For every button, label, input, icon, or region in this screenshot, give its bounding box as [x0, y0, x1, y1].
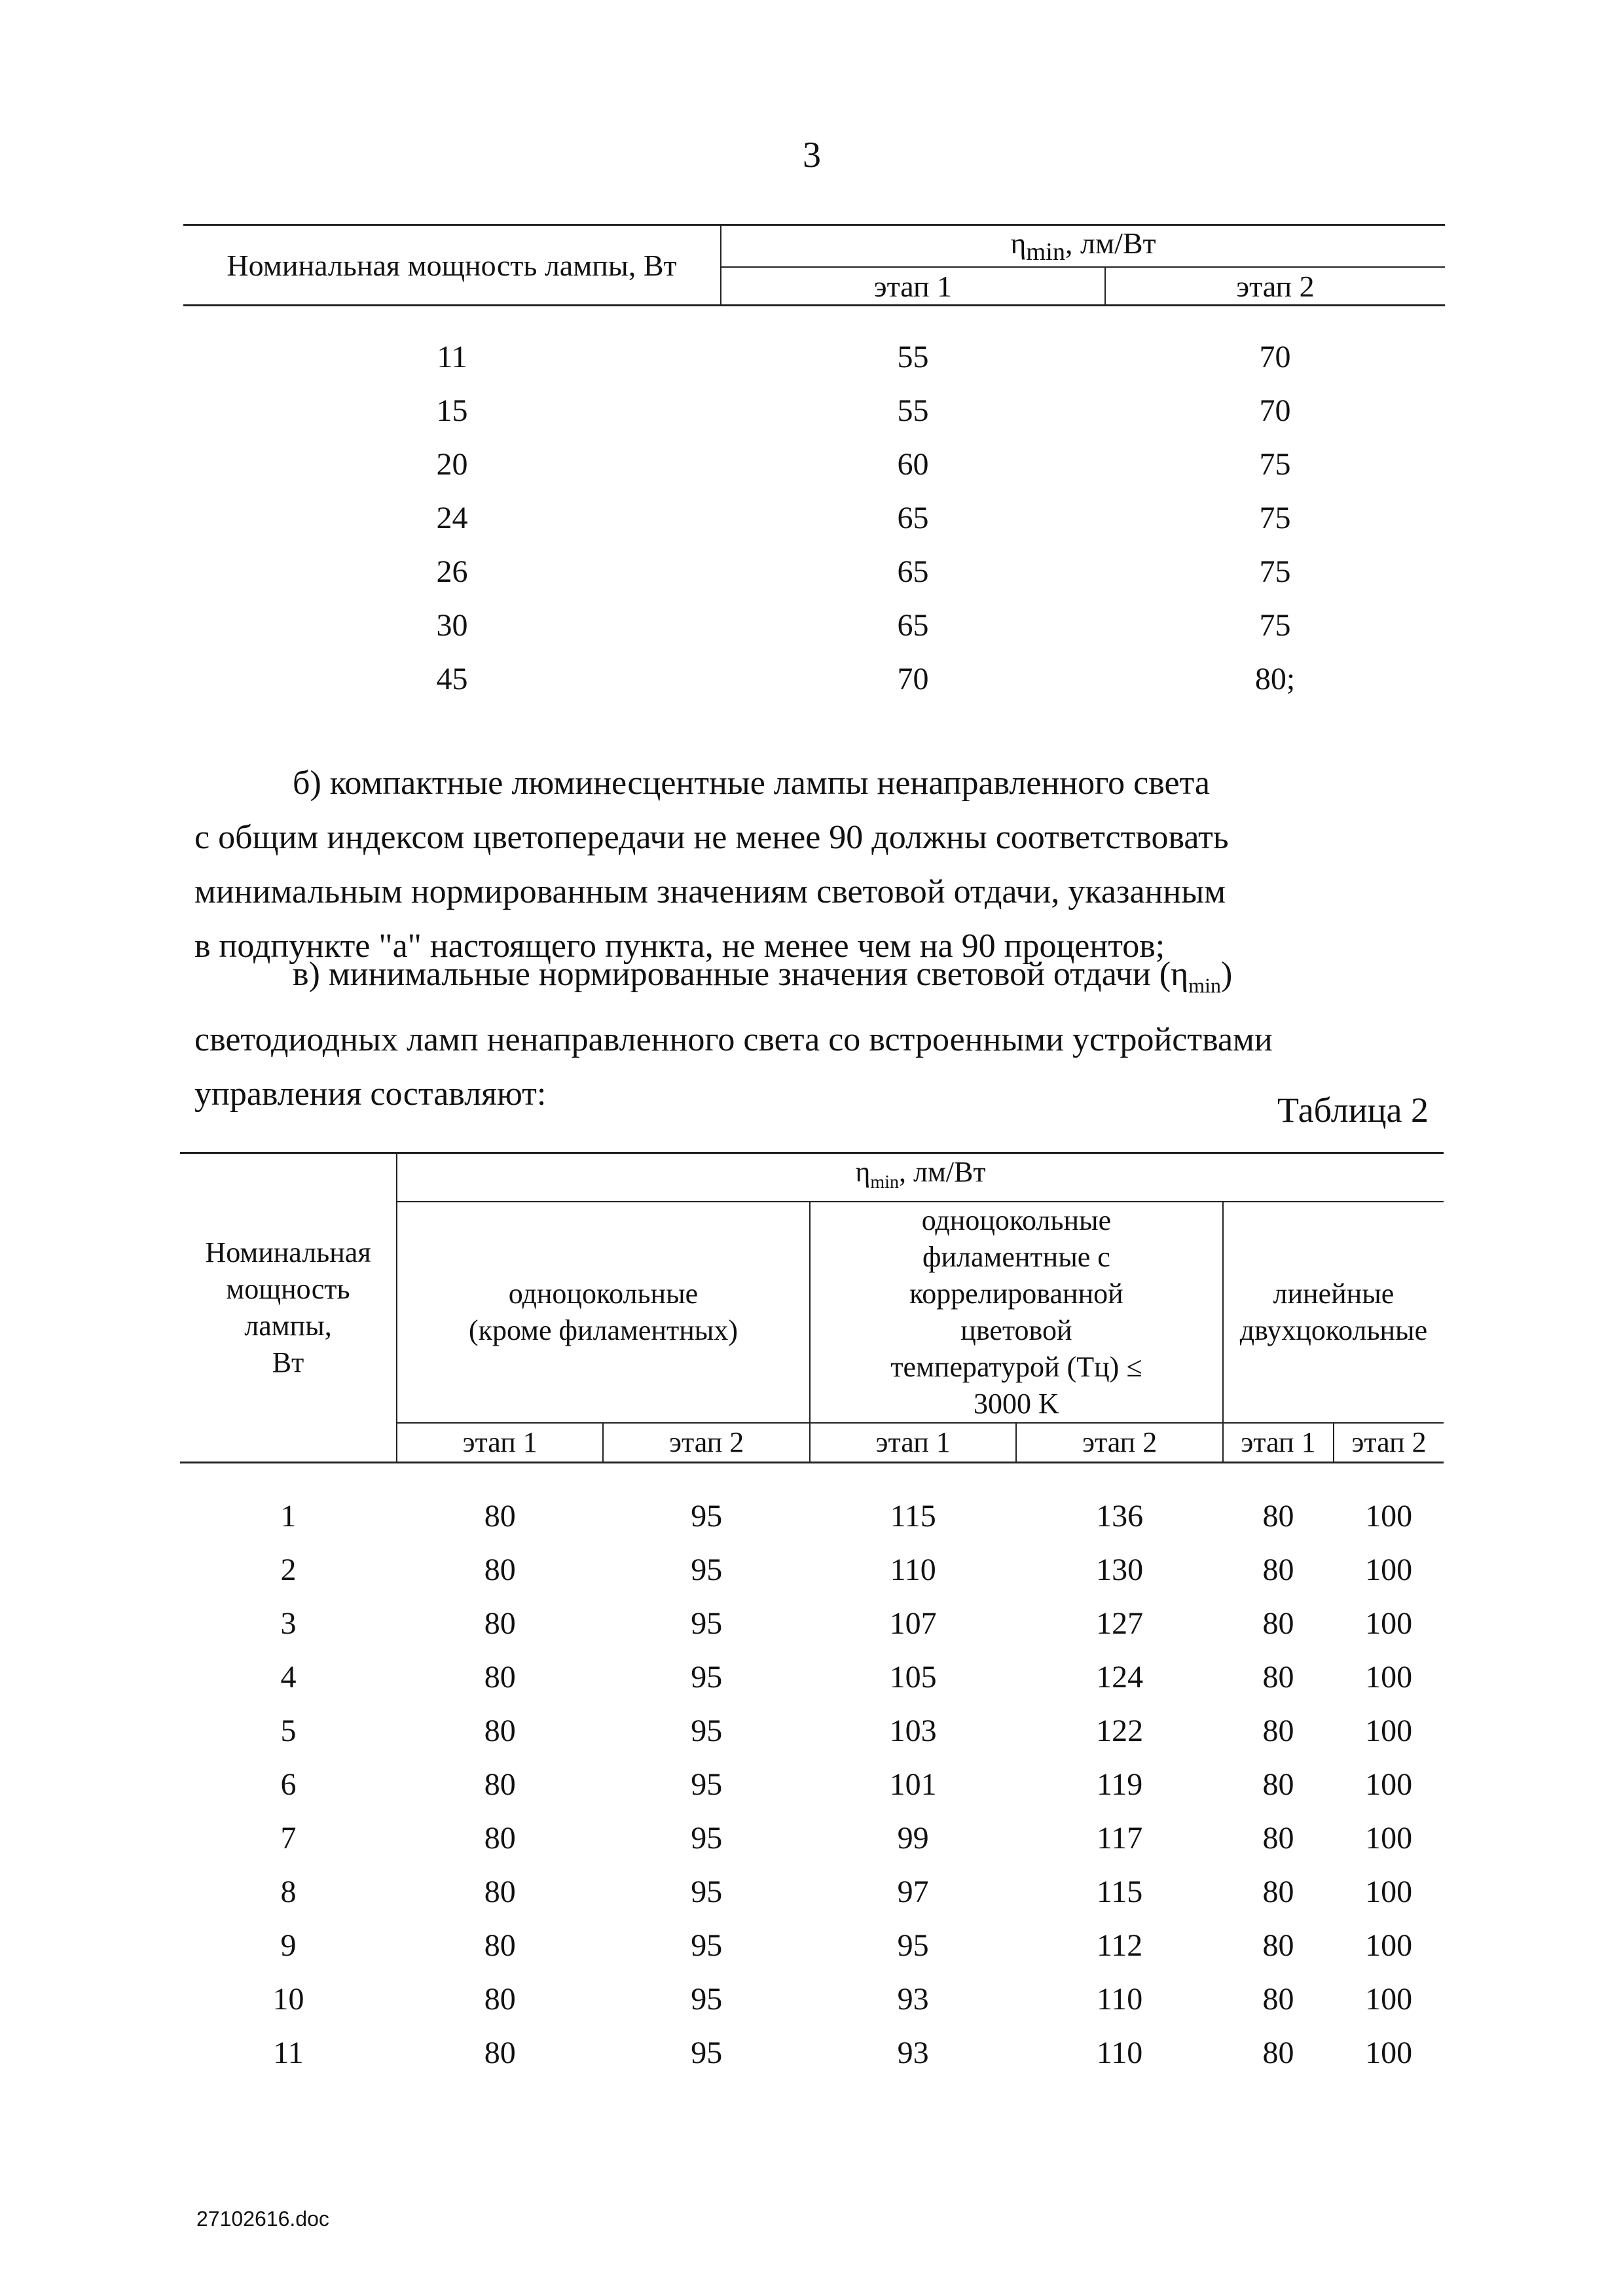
table-cell: 95	[691, 1874, 723, 1910]
table-cell: 6	[280, 1767, 297, 1803]
power-header-line: Номинальная	[205, 1236, 371, 1268]
table-cell: 15	[436, 393, 468, 428]
table1-body	[183, 306, 1445, 706]
group2-line: 3000 K	[974, 1387, 1059, 1420]
table-cell: 115	[1097, 1874, 1143, 1910]
table-cell: 30	[436, 607, 468, 643]
table2-caption: Таблица 2	[1277, 1090, 1429, 1130]
table-cell: 65	[897, 607, 929, 643]
group2-line: температурой (Тц) ≤	[890, 1350, 1142, 1383]
table-cell: 101	[889, 1767, 937, 1803]
table-cell: 3	[280, 1606, 297, 1641]
table-cell: 75	[1259, 607, 1291, 643]
table-row	[183, 384, 1445, 437]
table-cell: 75	[1259, 446, 1291, 482]
table-cell: 24	[436, 500, 468, 535]
table-cell: 95	[691, 1821, 723, 1856]
paragraph-b-line3: минимальным нормированным значениям световой отдачи, указанным	[194, 873, 1226, 910]
table-cell: 107	[889, 1606, 937, 1641]
table-cell: 95	[691, 1767, 723, 1803]
table-row	[180, 1651, 1444, 1704]
table-cell: 55	[897, 339, 929, 374]
table-row	[183, 545, 1445, 598]
table-cell: 119	[1097, 1767, 1143, 1803]
stage-header: этап 1	[810, 1423, 1016, 1463]
stage-header: этап 2	[1334, 1423, 1444, 1463]
table-cell: 80	[1262, 1606, 1294, 1641]
table-cell: 75	[1259, 500, 1291, 535]
paragraph-v-subscript: min	[1188, 973, 1221, 997]
table1-eta-header	[721, 225, 1445, 268]
table-cell: 70	[1259, 339, 1291, 374]
table-cell: 11	[437, 339, 467, 374]
table-cell: 65	[897, 554, 929, 589]
table-cell: 26	[436, 554, 468, 589]
table-cell: 100	[1365, 1767, 1413, 1803]
table-cell: 103	[889, 1713, 937, 1749]
table-cell: 60	[897, 446, 929, 482]
table-cell: 122	[1096, 1713, 1144, 1749]
table-cell: 117	[1097, 1821, 1143, 1856]
group3-line: двухцокольные	[1239, 1314, 1428, 1346]
table-cell: 80	[484, 1767, 516, 1803]
eta-subscript: min	[870, 1172, 899, 1193]
table-cell: 99	[897, 1821, 929, 1856]
table-cell: 75	[1259, 554, 1291, 589]
group3-line: линейные	[1273, 1277, 1395, 1310]
table-cell: 80	[1262, 1552, 1294, 1588]
table-cell: 80	[1262, 2036, 1294, 2071]
table-cell: 100	[1365, 1821, 1413, 1856]
table-cell: 95	[691, 1606, 723, 1641]
table-cell: 80	[1262, 1874, 1294, 1910]
table-row	[183, 437, 1445, 491]
table-cell: 95	[691, 1982, 723, 2017]
table-row	[180, 1973, 1444, 2026]
power-header-line: лампы,	[244, 1309, 332, 1342]
table-row	[180, 1865, 1444, 1919]
paragraph-b-line1: б) компактные люминесцентные лампы ненаправленного света	[293, 764, 1210, 802]
group-linear-double-base	[1223, 1202, 1444, 1423]
table-cell: 70	[897, 661, 929, 696]
group-filament	[810, 1202, 1223, 1423]
paragraph-v-line1: в) минимальные нормированные значения световой отдачи (η	[293, 956, 1189, 993]
document-id: 27102616.doc	[196, 2207, 329, 2231]
table-cell: 95	[691, 1928, 723, 1964]
table-cell: 70	[1259, 393, 1291, 428]
table1-stage2-header: этап 2	[1105, 267, 1445, 306]
table-cell: 80	[484, 1499, 516, 1534]
stage-header: этап 1	[1223, 1423, 1334, 1463]
paragraph-v	[194, 947, 1432, 1121]
table-cell: 110	[1097, 1982, 1143, 2017]
table-cell: 100	[1365, 1606, 1413, 1641]
table-cell: 95	[897, 1928, 929, 1964]
table2-eta-header	[397, 1153, 1444, 1202]
table-cell: 80	[484, 1821, 516, 1856]
table-cell: 80	[484, 2036, 516, 2071]
paragraph-b-line2: с общим индексом цветопередачи не менее 90 должны соответствовать	[194, 819, 1229, 856]
table-row	[180, 1758, 1444, 1812]
table-cell: 95	[691, 1660, 723, 1695]
table-cell: 9	[280, 1928, 297, 1964]
table-cell: 112	[1097, 1928, 1143, 1964]
group-single-base	[397, 1202, 810, 1423]
table2-power-header	[180, 1153, 397, 1463]
table-cell: 80	[484, 1552, 516, 1588]
table-cell: 95	[691, 1552, 723, 1588]
table-cell: 95	[691, 1499, 723, 1534]
table-cell: 80	[1262, 1982, 1294, 2017]
table-cell: 5	[280, 1713, 297, 1749]
table-cell: 130	[1096, 1552, 1144, 1588]
table-row	[180, 1597, 1444, 1651]
table-cell: 45	[436, 661, 468, 696]
table-1	[183, 224, 1445, 706]
table-cell: 80	[484, 1606, 516, 1641]
table-cell: 65	[897, 500, 929, 535]
eta-subscript: min	[1026, 238, 1066, 266]
table-cell: 7	[280, 1821, 297, 1856]
table-cell: 80	[484, 1928, 516, 1964]
table-cell: 115	[890, 1499, 936, 1534]
table-cell: 110	[890, 1552, 936, 1588]
table-row	[183, 330, 1445, 384]
table-cell: 4	[280, 1660, 297, 1695]
stage-header: этап 2	[603, 1423, 809, 1463]
table-row	[180, 1490, 1444, 1543]
table-cell: 11	[273, 2036, 304, 2071]
paragraph-b-line4: в подпункте "а" настоящего пункта, не менее чем на 90 процентов;	[194, 927, 1165, 965]
table-row	[183, 652, 1445, 706]
table-cell: 80	[1262, 1660, 1294, 1695]
table-cell: 100	[1365, 1713, 1413, 1749]
group2-line: филаментные с	[922, 1240, 1110, 1273]
table-2	[180, 1152, 1444, 2080]
table2-body	[180, 1462, 1444, 2080]
table-cell: 105	[889, 1660, 937, 1695]
table-cell: 55	[897, 393, 929, 428]
table-cell: 80;	[1254, 661, 1296, 696]
paragraph-v-line3: управления составляют:	[194, 1075, 547, 1113]
table1-stage1-header: этап 1	[721, 267, 1105, 306]
table-cell: 110	[1097, 2036, 1143, 2071]
eta-symbol: η	[855, 1156, 871, 1188]
paragraph-v-close: )	[1220, 956, 1233, 993]
table-cell: 136	[1096, 1499, 1144, 1534]
table-cell: 80	[1262, 1713, 1294, 1749]
table-cell: 100	[1365, 1874, 1413, 1910]
eta-unit: , лм/Вт	[1065, 226, 1156, 260]
eta-symbol: η	[1010, 226, 1027, 260]
table-cell: 100	[1365, 1982, 1413, 2017]
group2-line: одноцокольные	[921, 1204, 1112, 1236]
stage-header: этап 2	[1016, 1423, 1222, 1463]
table-row	[180, 1812, 1444, 1865]
table-cell: 127	[1096, 1606, 1144, 1641]
table-cell: 1	[280, 1499, 297, 1534]
table-cell: 2	[280, 1552, 297, 1588]
table-cell: 80	[1262, 1928, 1294, 1964]
group1-line: одноцокольные	[508, 1277, 699, 1310]
page-number: 3	[803, 135, 821, 175]
table-cell: 93	[897, 1982, 929, 2017]
table-cell: 80	[1262, 1767, 1294, 1803]
table-cell: 95	[691, 1713, 723, 1749]
table-cell: 80	[1262, 1499, 1294, 1534]
table-cell: 100	[1365, 1499, 1413, 1534]
table-row	[180, 2026, 1444, 2080]
power-header-line: Вт	[272, 1346, 304, 1378]
group2-line: цветовой	[960, 1314, 1072, 1346]
table-cell: 100	[1365, 2036, 1413, 2071]
table-row	[180, 1919, 1444, 1973]
table-cell: 124	[1096, 1660, 1144, 1695]
table-cell: 100	[1365, 1928, 1413, 1964]
table-cell: 80	[484, 1713, 516, 1749]
table-cell: 97	[897, 1874, 929, 1910]
table-cell: 20	[436, 446, 468, 482]
table-cell: 80	[484, 1874, 516, 1910]
group2-line: коррелированной	[909, 1277, 1123, 1310]
table-cell: 80	[484, 1660, 516, 1695]
table1-power-header: Номинальная мощность лампы, Вт	[183, 225, 721, 306]
table-cell: 80	[484, 1982, 516, 2017]
eta-unit: , лм/Вт	[898, 1156, 986, 1188]
table-cell: 100	[1365, 1552, 1413, 1588]
table-cell: 8	[280, 1874, 297, 1910]
paragraph-b	[194, 756, 1432, 973]
table-row	[183, 491, 1445, 545]
stage-header: этап 1	[397, 1423, 603, 1463]
table-row	[180, 1704, 1444, 1758]
table-cell: 80	[1262, 1821, 1294, 1856]
table-cell: 100	[1365, 1660, 1413, 1695]
table-row	[180, 1543, 1444, 1597]
power-header-line: мощность	[226, 1272, 350, 1305]
table-cell: 95	[691, 2036, 723, 2071]
group1-line: (кроме филаментных)	[468, 1314, 738, 1346]
table-row	[183, 598, 1445, 652]
table-cell: 93	[897, 2036, 929, 2071]
paragraph-v-line2: светодиодных ламп ненаправленного света со встроенными устройствами	[194, 1021, 1273, 1059]
table-cell: 10	[272, 1982, 304, 2017]
